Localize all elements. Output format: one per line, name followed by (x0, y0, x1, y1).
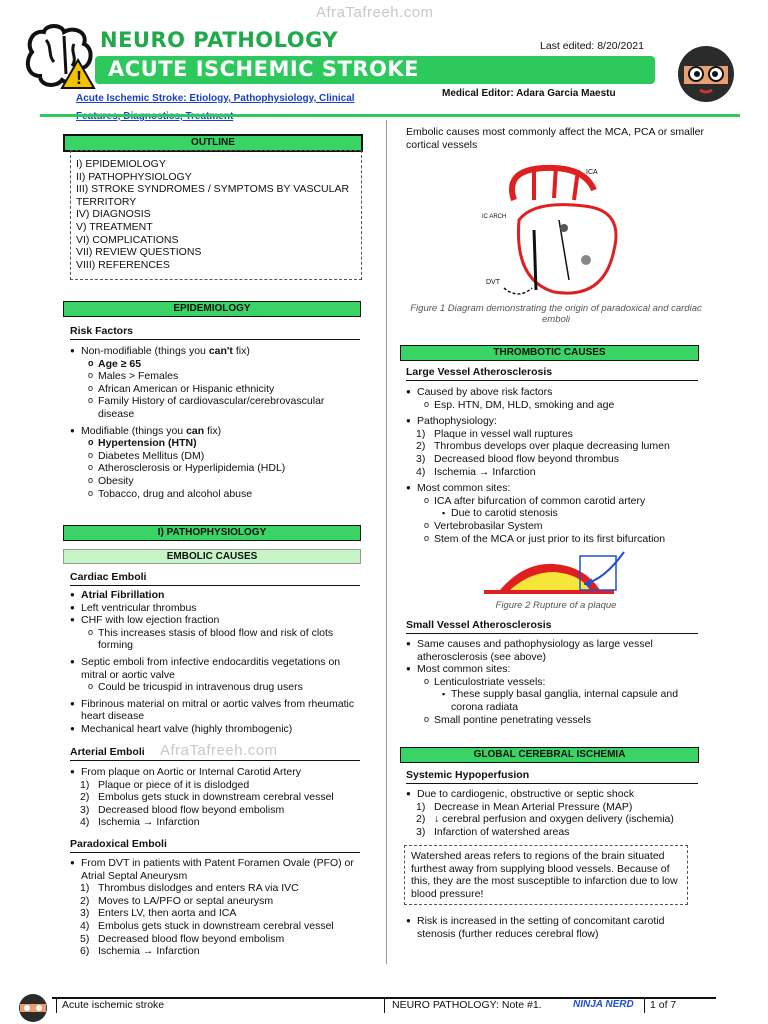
arterial-emboli-heading: Arterial Emboli (70, 746, 360, 761)
systemic-hypoperfusion-heading: Systemic Hypoperfusion (406, 769, 698, 784)
list-item: ● Pathophysiology: (406, 415, 700, 428)
small-vessel-list (406, 638, 698, 726)
list-item: o African American or Hispanic ethnicity (70, 383, 360, 396)
list-item: ● From DVT in patients with Patent Foramen Ovale (PFO) or Atrial Septal Aneurysm (70, 857, 360, 882)
paradoxical-emboli-heading: Paradoxical Emboli (70, 838, 360, 853)
list-item: ▪ These supply basal ganglia, internal capsule and corona radiata (406, 688, 698, 713)
list-item: ● Caused by above risk factors (406, 386, 700, 399)
outline-item[interactable]: II) PATHOPHYSIOLOGY (76, 170, 192, 183)
outline-item[interactable]: III) STROKE SYNDROMES / SYMPTOMS BY VASCULAR TERRITORY (76, 183, 350, 208)
category-title: NEURO PATHOLOGY (100, 28, 339, 52)
list-item: 3) Decreased blood flow beyond thrombus (416, 452, 620, 465)
dvt-label: DVT (486, 279, 500, 286)
list-item: ● Due to cardiogenic, obstructive or septic shock (406, 788, 700, 801)
header-rule (40, 114, 740, 117)
list-item: ● Non-modifiable (things you can't fix) (70, 345, 360, 358)
list-item: 5) Decreased blood flow beyond embolism (80, 932, 285, 945)
watershed-callout: Watershed areas refers to regions of the brain situated furthest away from supplying blood vessels. Because of this, they are the most susceptible to infarction due to low blood pressure! (404, 845, 688, 905)
outline-list (76, 158, 356, 271)
list-item: 1) Plaque or piece of it is dislodged (80, 778, 250, 791)
last-edited: Last edited: 8/20/2021 (540, 40, 644, 52)
risk-factors-heading: Risk Factors (70, 325, 360, 340)
list-item: o Esp. HTN, DM, HLD, smoking and age (406, 399, 700, 412)
arterial-emboli-list (70, 766, 360, 829)
list-item: ● From plaque on Aortic or Internal Carotid Artery (70, 766, 360, 779)
embolic-intro-text: Embolic causes most commonly affect the MCA, PCA or smaller cortical vessels (406, 126, 704, 151)
cardiac-emboli-list (70, 589, 360, 736)
risk-note-list (406, 915, 698, 940)
figure-1-caption: Figure 1 Diagram demonstrating the origin of paradoxical and cardiac emboli (410, 303, 702, 325)
list-item: o Could be tricuspid in intravenous drug users (70, 681, 360, 694)
list-item: o ICA after bifurcation of common carotid artery (406, 495, 700, 508)
footer-note: NEURO PATHOLOGY: Note #1. (392, 999, 542, 1011)
list-item: 2) Thrombus develops over plaque decreasing lumen (416, 440, 670, 453)
outline-item[interactable]: I) EPIDEMIOLOGY (76, 158, 166, 170)
embolic-causes-heading: EMBOLIC CAUSES (63, 549, 361, 564)
list-item: 2) ↓ cerebral perfusion and oxygen delivery (ischemia) (416, 813, 674, 826)
outline-item[interactable]: VIII) REFERENCES (76, 258, 170, 271)
list-item: o Small pontine penetrating vessels (406, 714, 698, 727)
list-item: ● Most common sites: (406, 482, 700, 495)
list-item: ● Atrial Fibrillation (70, 589, 360, 602)
list-item: ● Mechanical heart valve (highly thrombogenic) (70, 723, 360, 736)
list-item: ● Septic emboli from infective endocarditis vegetations on mitral or aortic valve (70, 656, 360, 681)
list-item: 3) Decreased blood flow beyond embolism (80, 803, 285, 816)
list-item: ● Most common sites: (406, 663, 698, 676)
epidemiology-heading: EPIDEMIOLOGY (63, 301, 361, 317)
list-item: 1) Thrombus dislodges and enters RA via IVC (80, 882, 299, 895)
ninja-footer-icon (14, 990, 52, 1024)
cardiac-emboli-heading: Cardiac Emboli (70, 571, 360, 586)
list-item: 3) Infarction of watershed areas (416, 825, 570, 838)
outline-item[interactable]: IV) DIAGNOSIS (76, 208, 151, 221)
brain-logo-icon (22, 22, 102, 92)
list-item: 6) Ischemia → Infarction (80, 945, 200, 958)
footer-divider (384, 999, 385, 1013)
systemic-list (406, 788, 700, 838)
list-item: o Lenticulostriate vessels: (406, 676, 698, 689)
outline-item[interactable]: VII) REVIEW QUESTIONS (76, 246, 202, 259)
footer-divider (644, 999, 645, 1013)
thrombotic-causes-heading: THROMBOTIC CAUSES (400, 345, 699, 361)
page-number: 1 of 7 (650, 999, 677, 1011)
svg-text:!: ! (76, 68, 82, 88)
watermark: AfraTafreeh.com (316, 4, 434, 21)
outline-item[interactable]: VI) COMPLICATIONS (76, 233, 179, 246)
list-item: o Stem of the MCA or just prior to its first bifurcation (406, 533, 700, 546)
list-item: o Males > Females (70, 370, 360, 383)
medical-editor: Medical Editor: Adara Garcia Maestu (442, 88, 616, 99)
list-item: 4) Embolus gets stuck in downstream cerebral vessel (80, 919, 334, 932)
footer-divider (56, 999, 57, 1013)
global-ischemia-heading: GLOBAL CEREBRAL ISCHEMIA (400, 747, 699, 763)
outline-heading: OUTLINE (63, 134, 363, 152)
small-vessel-heading: Small Vessel Atherosclerosis (406, 619, 698, 634)
ninja-avatar-icon (674, 40, 738, 104)
arch-label: IC ARCH (482, 214, 507, 220)
list-item: o Family History of cardiovascular/cerebrovascular disease (70, 395, 360, 420)
list-item: ▪ Due to carotid stenosis (406, 507, 700, 520)
large-vessel-heading: Large Vessel Atherosclerosis (406, 366, 698, 381)
paradoxical-emboli-list (70, 857, 360, 958)
list-item: ● Same causes and pathophysiology as large vessel atherosclerosis (see above) (406, 638, 698, 663)
list-item: o Age ≥ 65 (70, 358, 360, 371)
footer-topic: Acute ischemic stroke (62, 999, 165, 1011)
list-item: o Diabetes Mellitus (DM) (70, 450, 360, 463)
list-item: ● Risk is increased in the setting of concomitant carotid stenosis (further reduces cerebral flow) (406, 915, 698, 940)
list-item: o Tobacco, drug and alcohol abuse (70, 488, 360, 501)
list-item: o This increases stasis of blood flow and risk of clots forming (70, 627, 360, 652)
plaque-rupture-figure (484, 550, 630, 596)
outline-item[interactable]: V) TREATMENT (76, 220, 153, 233)
list-item: 2) Embolus gets stuck in downstream cerebral vessel (80, 791, 334, 804)
list-item: 1) Decrease in Mean Arterial Pressure (MAP) (416, 800, 633, 813)
topic-link[interactable]: Acute Ischemic Stroke: Etiology, Pathophysiology, Clinical (76, 93, 355, 104)
list-item: ● Fibrinous material on mitral or aortic valves from rheumatic heart disease (70, 698, 360, 723)
figure-2-caption: Figure 2 Rupture of a plaque (495, 600, 617, 611)
list-item: o Obesity (70, 475, 360, 488)
list-item: 4) Ischemia → Infarction (416, 465, 536, 478)
list-item: ● CHF with low ejection fraction (70, 614, 360, 627)
list-item: o Atherosclerosis or Hyperlipidemia (HDL) (70, 462, 360, 475)
page-title: ACUTE ISCHEMIC STROKE (108, 57, 419, 81)
heart-diagram-figure (474, 160, 644, 302)
column-divider (386, 120, 387, 964)
ninja-nerd-logo: NINJA NERD (573, 999, 634, 1010)
list-item: o Hypertension (HTN) (70, 437, 360, 450)
watermark: AfraTafreeh.com (160, 742, 278, 759)
large-vessel-list (406, 386, 700, 545)
list-item: ● Modifiable (things you can fix) (70, 425, 360, 438)
list-item: ● Left ventricular thrombus (70, 602, 360, 615)
ica-label: ICA (586, 169, 598, 176)
list-item: 4) Ischemia → Infarction (80, 816, 200, 829)
list-item: 3) Enters LV, then aorta and ICA (80, 907, 237, 920)
list-item: 1) Plaque in vessel wall ruptures (416, 427, 573, 440)
list-item: 2) Moves to LA/PFO or septal aneurysm (80, 894, 274, 907)
pathophysiology-heading: I) PATHOPHYSIOLOGY (63, 525, 361, 541)
risk-factor-list (70, 345, 360, 500)
list-item: o Vertebrobasilar System (406, 520, 700, 533)
